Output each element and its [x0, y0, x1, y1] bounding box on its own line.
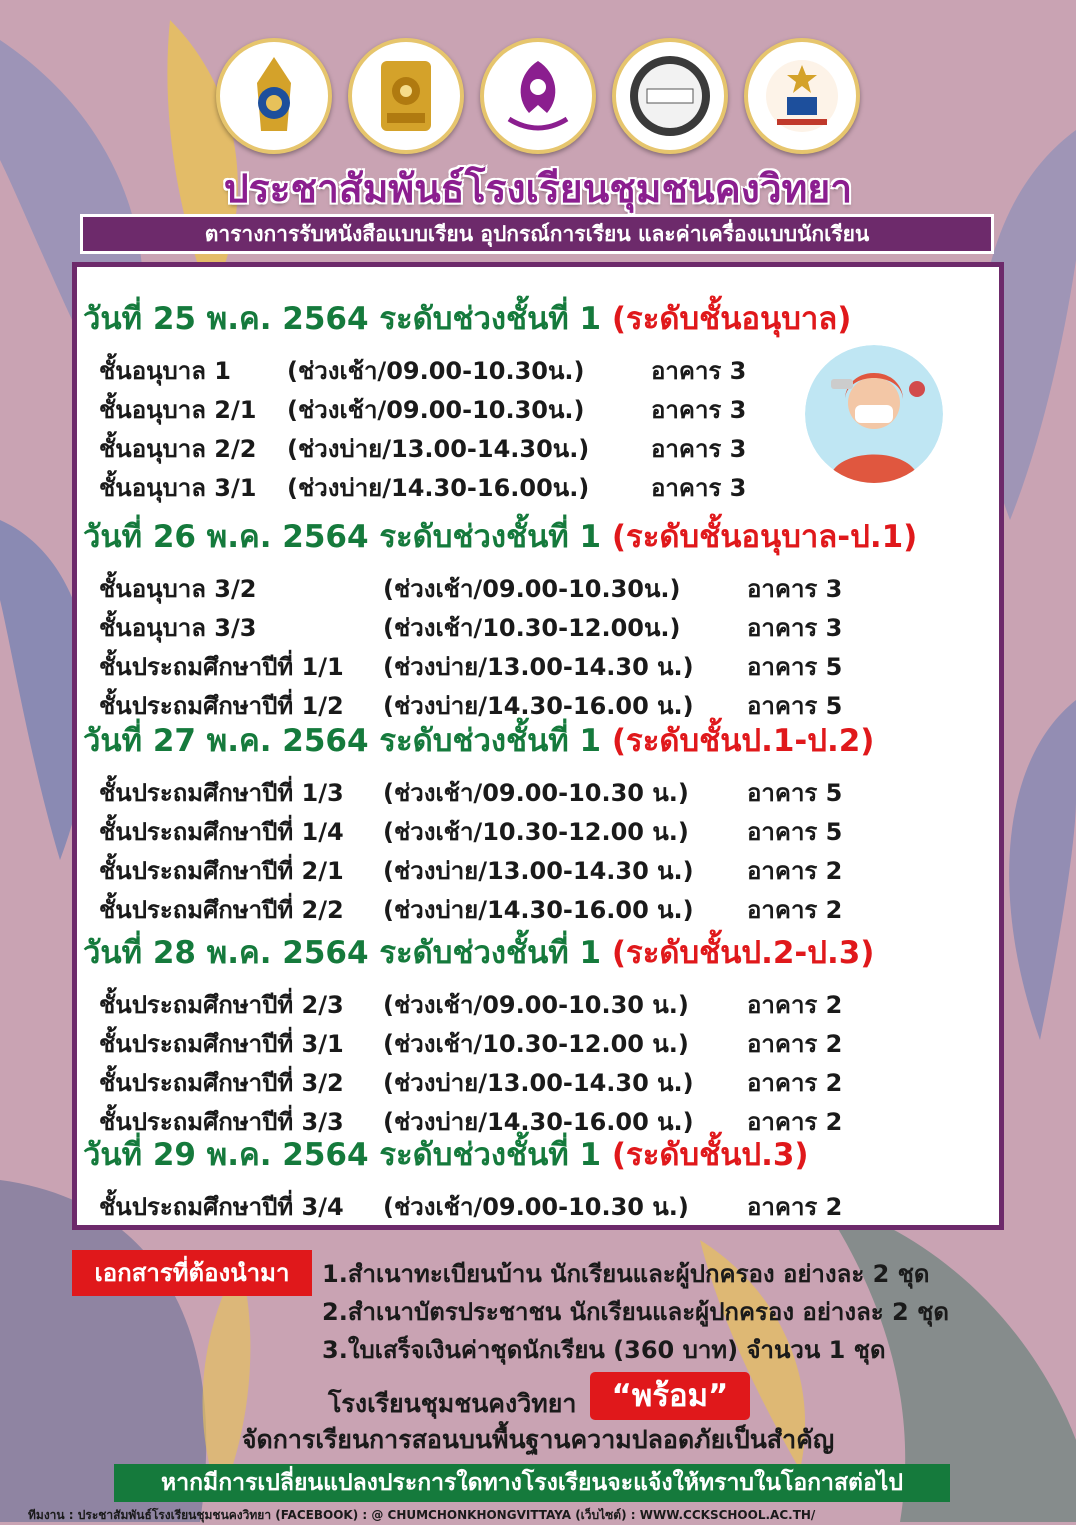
building-label: อาคาร 3: [747, 614, 843, 642]
time-slot: (ช่วงเช้า/10.30-12.00 น.): [383, 818, 689, 846]
building-label: อาคาร 2: [747, 896, 843, 924]
grade-label: ชั้นประถมศึกษาปีที่ 3/2: [99, 1069, 344, 1097]
building-label: อาคาร 2: [747, 991, 843, 1019]
building-label: อาคาร 5: [747, 692, 843, 720]
building-label: อาคาร 5: [747, 818, 843, 846]
time-slot: (ช่วงเช้า/09.00-10.30 น.): [383, 1193, 689, 1221]
ministry-education-emblem-icon: [348, 38, 464, 154]
grade-label: ชั้นประถมศึกษาปีที่ 2/2: [99, 896, 344, 924]
grade-label: ชั้นอนุบาล 3/2: [99, 575, 257, 603]
document-item: 1.สำเนาทะเบียนบ้าน นักเรียนและผู้ปกครอง อย่างละ 2 ชุด: [322, 1260, 930, 1288]
time-slot: (ช่วงเช้า/09.00-10.30 น.): [383, 779, 689, 807]
time-slot: (ช่วงเช้า/09.00-10.30น.): [287, 396, 585, 424]
time-slot: (ช่วงเช้า/09.00-10.30น.): [287, 357, 585, 385]
safety-tagline: จัดการเรียนการสอนบนพื้นฐานความปลอดภัยเป็นสำคัญ: [241, 1425, 835, 1454]
building-label: อาคาร 5: [747, 779, 843, 807]
school-seal-icon: [612, 38, 728, 154]
document-item: 3.ใบเสร็จเงินค่าชุดนักเรียน (360 บาท) จำนวน 1 ชุด: [322, 1336, 886, 1364]
health-worker-illustration: [805, 345, 943, 483]
day-date: วันที่ 27 พ.ค. 2564 ระดับช่วงชั้นที่ 1: [83, 723, 602, 759]
day-heading: [83, 927, 874, 977]
day-heading: [83, 511, 917, 561]
day-date: วันที่ 25 พ.ค. 2564 ระดับช่วงชั้นที่ 1: [83, 301, 602, 337]
time-slot: (ช่วงบ่าย/14.30-16.00 น.): [383, 896, 694, 924]
subtitle-banner: ตารางการรับหนังสือแบบเรียน อุปกรณ์การเรียน และค่าเครื่องแบบนักเรียน: [80, 214, 994, 254]
grade-label: ชั้นอนุบาล 3/1: [99, 474, 257, 502]
change-notice: หากมีการเปลี่ยนแปลงประการใดทางโรงเรียนจะแจ้งให้ทราบในโอกาสต่อไป: [114, 1464, 950, 1502]
time-slot: (ช่วงบ่าย/14.30-16.00 น.): [383, 1108, 694, 1136]
building-label: อาคาร 2: [747, 1193, 843, 1221]
time-slot: (ช่วงบ่าย/14.30-16.00 น.): [383, 692, 694, 720]
grade-label: ชั้นประถมศึกษาปีที่ 3/1: [99, 1030, 344, 1058]
grade-label: ชั้นประถมศึกษาปีที่ 1/4: [99, 818, 344, 846]
time-slot: (ช่วงบ่าย/13.00-14.30 น.): [383, 1069, 694, 1097]
day-date: วันที่ 28 พ.ค. 2564 ระดับช่วงชั้นที่ 1: [83, 935, 602, 971]
building-label: อาคาร 3: [651, 474, 747, 502]
grade-label: ชั้นประถมศึกษาปีที่ 2/1: [99, 857, 344, 885]
grade-label: ชั้นประถมศึกษาปีที่ 1/3: [99, 779, 344, 807]
grade-label: ชั้นประถมศึกษาปีที่ 3/3: [99, 1108, 344, 1136]
school-name: โรงเรียนชุมชนคงวิทยา: [328, 1389, 577, 1418]
time-slot: (ช่วงเช้า/09.00-10.30น.): [383, 575, 681, 603]
day-level: (ระดับชั้นป.3): [611, 1137, 809, 1173]
grade-label: ชั้นอนุบาล 1: [99, 357, 231, 385]
day-date: วันที่ 26 พ.ค. 2564 ระดับช่วงชั้นที่ 1: [83, 519, 602, 555]
grade-label: ชั้นประถมศึกษาปีที่ 2/3: [99, 991, 344, 1019]
day-date: วันที่ 29 พ.ค. 2564 ระดับช่วงชั้นที่ 1: [83, 1137, 602, 1173]
obec-emblem-icon: [216, 38, 332, 154]
day-level: (ระดับชั้นอนุบาล): [611, 301, 852, 337]
building-label: อาคาร 3: [651, 435, 747, 463]
school-badge-icon: [744, 38, 860, 154]
footer-credits: ทีมงาน : ประชาสัมพันธ์โรงเรียนชุมชนคงวิทยา (FACEBOOK) : @ CHUMCHONKHONGVITTAYA (เว็บไซต์) : WWW.CCKSCHOOL.AC.TH/: [28, 1508, 816, 1522]
grade-label: ชั้นอนุบาล 2/1: [99, 396, 257, 424]
time-slot: (ช่วงเช้า/10.30-12.00 น.): [383, 1030, 689, 1058]
grade-label: ชั้นประถมศึกษาปีที่ 1/1: [99, 653, 344, 681]
documents-label: เอกสารที่ต้องนำมา: [72, 1250, 312, 1296]
building-label: อาคาร 2: [747, 857, 843, 885]
schedule-panel: [72, 262, 1004, 1230]
time-slot: (ช่วงบ่าย/13.00-14.30 น.): [383, 653, 694, 681]
building-label: อาคาร 3: [747, 575, 843, 603]
building-label: อาคาร 2: [747, 1108, 843, 1136]
day-heading: [83, 715, 874, 765]
building-label: อาคาร 2: [747, 1030, 843, 1058]
school-emblem-icon: [480, 38, 596, 154]
page-title: ประชาสัมพันธ์โรงเรียนชุมชนคงวิทยา: [223, 167, 853, 212]
document-item: 2.สำเนาบัตรประชาชน นักเรียนและผู้ปกครอง อย่างละ 2 ชุด: [322, 1298, 949, 1326]
logo-row: [0, 38, 1076, 156]
time-slot: (ช่วงบ่าย/14.30-16.00น.): [287, 474, 590, 502]
day-level: (ระดับชั้นป.2-ป.3): [611, 935, 875, 971]
time-slot: (ช่วงเช้า/09.00-10.30 น.): [383, 991, 689, 1019]
building-label: อาคาร 3: [651, 396, 747, 424]
grade-label: ชั้นประถมศึกษาปีที่ 1/2: [99, 692, 344, 720]
day-heading: [83, 293, 851, 343]
day-level: (ระดับชั้นอนุบาล-ป.1): [611, 519, 918, 555]
day-heading: [83, 1129, 809, 1179]
time-slot: (ช่วงเช้า/10.30-12.00น.): [383, 614, 681, 642]
building-label: อาคาร 5: [747, 653, 843, 681]
day-level: (ระดับชั้นป.1-ป.2): [611, 723, 875, 759]
time-slot: (ช่วงบ่าย/13.00-14.30น.): [287, 435, 590, 463]
building-label: อาคาร 3: [651, 357, 747, 385]
building-label: อาคาร 2: [747, 1069, 843, 1097]
grade-label: ชั้นอนุบาล 3/3: [99, 614, 257, 642]
grade-label: ชั้นประถมศึกษาปีที่ 3/4: [99, 1193, 344, 1221]
time-slot: (ช่วงบ่าย/13.00-14.30 น.): [383, 857, 694, 885]
grade-label: ชั้นอนุบาล 2/2: [99, 435, 257, 463]
ready-badge: “พร้อม”: [590, 1372, 750, 1420]
